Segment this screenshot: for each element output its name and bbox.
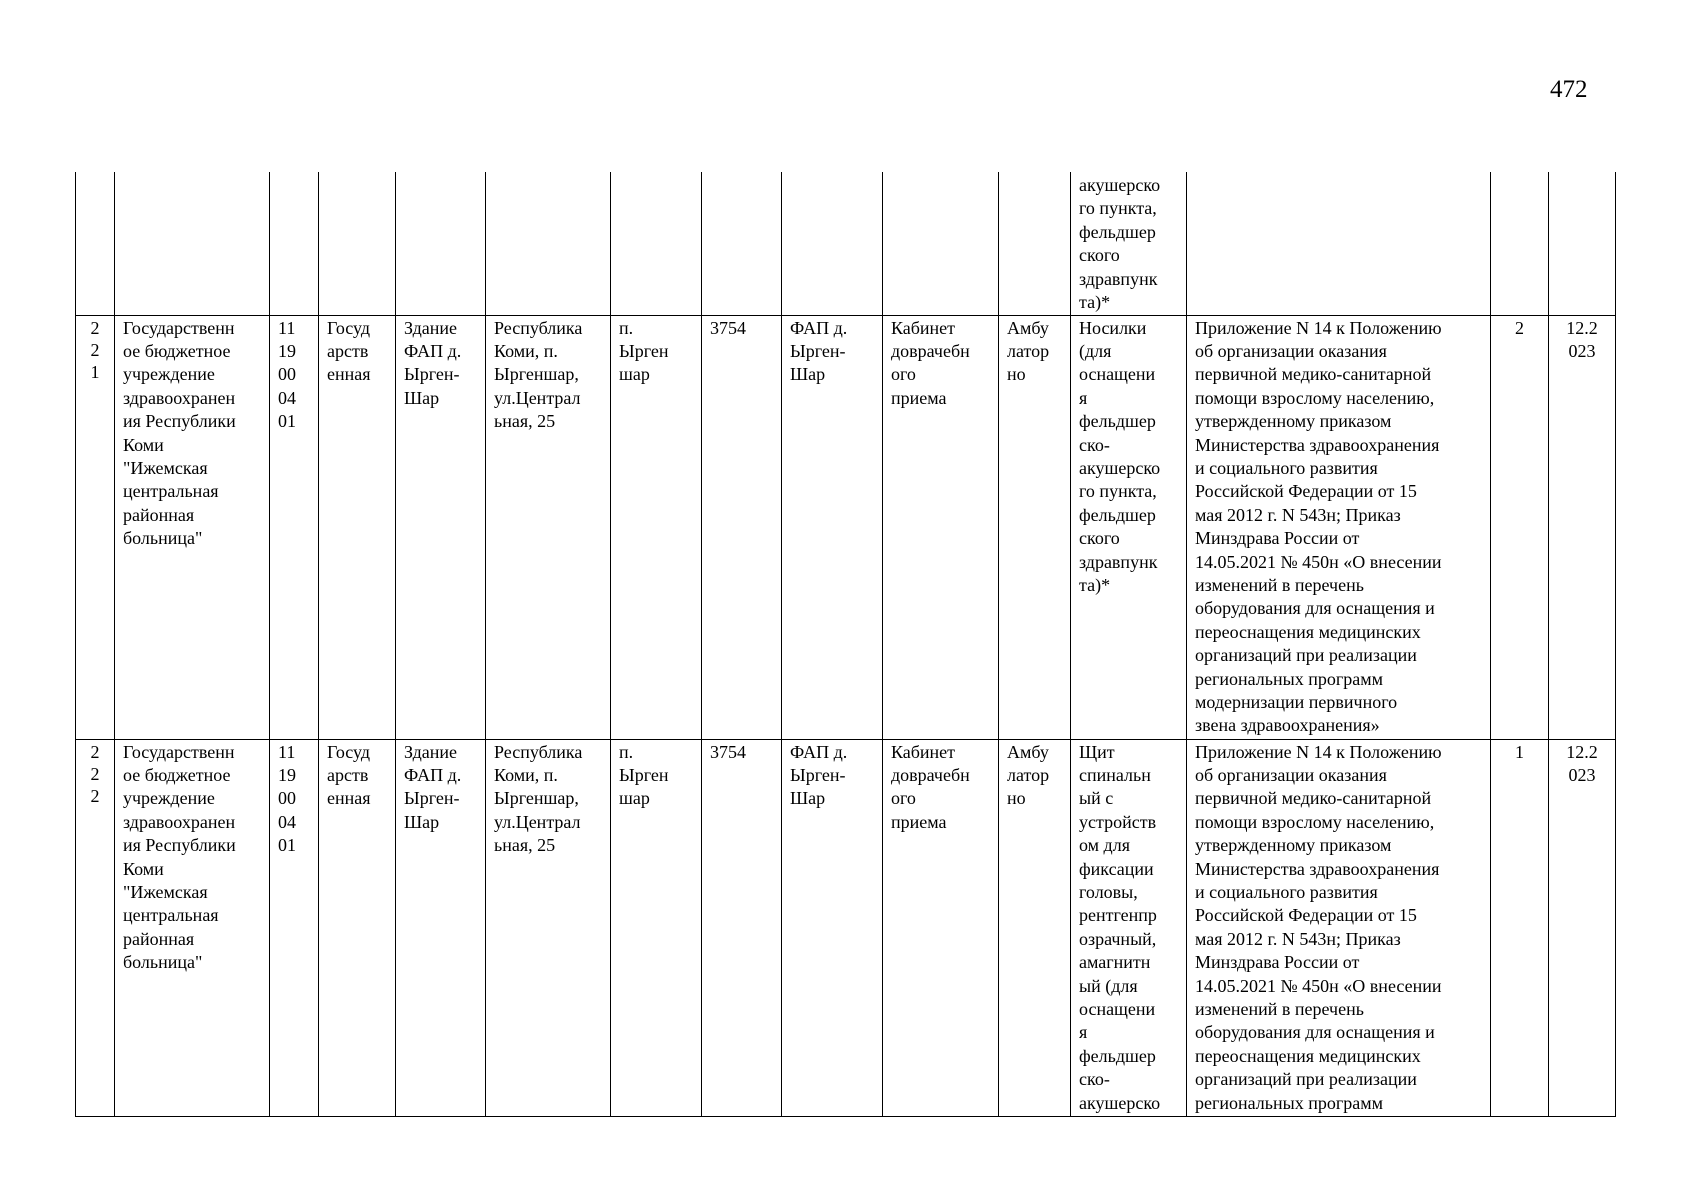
- cell-quantity: 1: [1491, 739, 1549, 1116]
- cell-building: [396, 172, 486, 315]
- cell-date: 12.2 023: [1549, 315, 1616, 739]
- cell-code: 11 19 00 04 01: [270, 739, 319, 1116]
- cell-organization: [115, 172, 270, 315]
- cell-ownership: Госуд арств енная: [319, 739, 396, 1116]
- cell-equipment: Щит спинальн ый с устройств ом для фиксации головы, рентгенпр озрачный, амагнитн ый (для оснащени я фельдшер ско- акушерско: [1071, 739, 1187, 1116]
- cell-locality: [611, 172, 702, 315]
- cell-code: 11 19 00 04 01: [270, 315, 319, 739]
- cell-date: [1549, 172, 1616, 315]
- page-number: 472: [1550, 76, 1588, 103]
- cell-unit: ФАП д. Ырген- Шар: [782, 315, 883, 739]
- cell-building: Здание ФАП д. Ырген- Шар: [396, 315, 486, 739]
- cell-room: [883, 172, 999, 315]
- cell-unit: ФАП д. Ырген- Шар: [782, 739, 883, 1116]
- cell-basis: Приложение N 14 к Положению об организации оказания первичной медико-санитарной помощи взрослому населению, утвержденному приказом Министерства здравоохранения и социального развития Российской Федерации от 15 мая 2012 г. N 543н; Приказ Минздрава России от 14.05.2021 № 450н «О внесении изменений в перечень оборудования для оснащения и переоснащения медицинских организаций при реализации региональных программ модернизации первичного звена здравоохранения»: [1187, 315, 1491, 739]
- cell-population: [702, 172, 782, 315]
- cell-quantity: 2: [1491, 315, 1549, 739]
- cell-locality: п. Ырген шар: [611, 315, 702, 739]
- row-number: 2 2 1: [76, 315, 115, 739]
- cell-basis: Приложение N 14 к Положению об организации оказания первичной медико-санитарной помощи взрослому населению, утвержденному приказом Министерства здравоохранения и социального развития Российской Федерации от 15 мая 2012 г. N 543н; Приказ Минздрава России от 14.05.2021 № 450н «О внесении изменений в перечень оборудования для оснащения и переоснащения медицинских организаций при реализации региональных программ: [1187, 739, 1491, 1116]
- cell-care-type: Амбу латор но: [999, 739, 1071, 1116]
- row-number: 2 2 2: [76, 739, 115, 1116]
- cell-building: Здание ФАП д. Ырген- Шар: [396, 739, 486, 1116]
- cell-quantity: [1491, 172, 1549, 315]
- cell-ownership: [319, 172, 396, 315]
- cell-ownership: Госуд арств енная: [319, 315, 396, 739]
- cell-code: [270, 172, 319, 315]
- cell-locality: п. Ырген шар: [611, 739, 702, 1116]
- cell-basis: [1187, 172, 1491, 315]
- cell-organization: Государственн ое бюджетное учреждение здравоохранен ия Республики Коми "Ижемская центральная районная больница": [115, 739, 270, 1116]
- cell-population: 3754: [702, 315, 782, 739]
- cell-care-type: [999, 172, 1071, 315]
- cell-unit: [782, 172, 883, 315]
- cell-equipment: Носилки (для оснащени я фельдшер ско- акушерско го пункта, фельдшер ского здравпунк та)*: [1071, 315, 1187, 739]
- cell-population: 3754: [702, 739, 782, 1116]
- cell-address: Республика Коми, п. Ыргеншар, ул.Централ ьная, 25: [486, 315, 611, 739]
- cell-num: [76, 172, 115, 315]
- cell-address: Республика Коми, п. Ыргеншар, ул.Централ ьная, 25: [486, 739, 611, 1116]
- table-row: [76, 315, 1616, 739]
- equipment-register-table: [75, 172, 1616, 1117]
- table-row: [76, 739, 1616, 1116]
- cell-date: 12.2 023: [1549, 739, 1616, 1116]
- cell-address: [486, 172, 611, 315]
- cell-equipment: акушерско го пункта, фельдшер ского здравпунк та)*: [1071, 172, 1187, 315]
- cell-room: Кабинет доврачебн ого приема: [883, 315, 999, 739]
- table-row-continuation: [76, 172, 1616, 315]
- cell-care-type: Амбу латор но: [999, 315, 1071, 739]
- cell-room: Кабинет доврачебн ого приема: [883, 739, 999, 1116]
- cell-organization: Государственн ое бюджетное учреждение здравоохранен ия Республики Коми "Ижемская центральная районная больница": [115, 315, 270, 739]
